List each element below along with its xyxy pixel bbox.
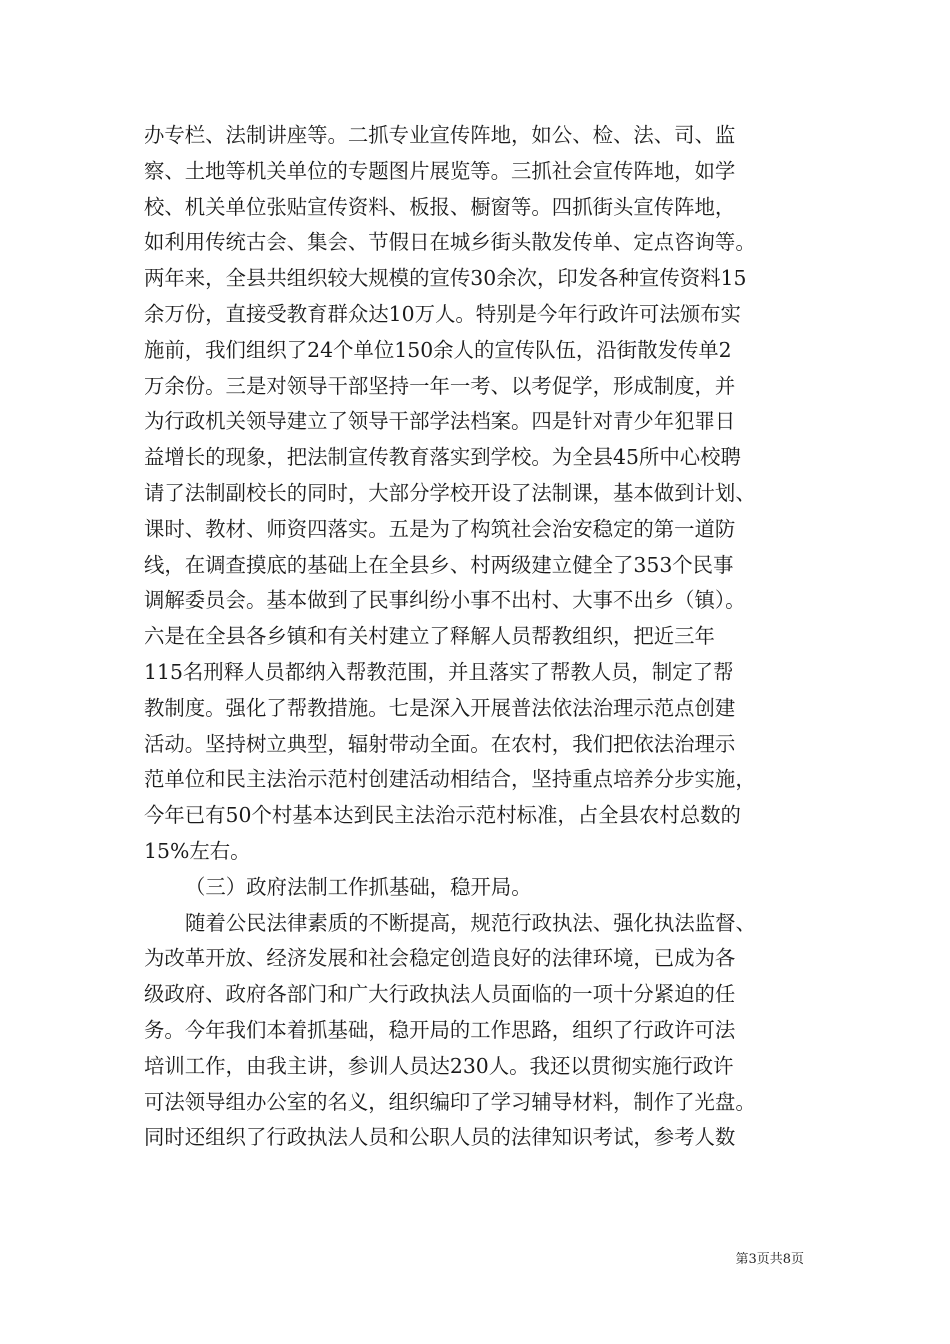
text-line: 教制度。强化了帮教措施。七是深入开展普法依法治理示范点创建 (144, 695, 736, 720)
text-line: 两年来，全县共组织较大规模的宣传30余次，印发各种宣传资料15 (144, 266, 747, 291)
text-line: 益增长的现象，把法制宣传教育落实到学校。为全县45所中心校聘 (144, 445, 741, 470)
text-line: 活动。坚持树立典型，辐射带动全面。在农村，我们把依法治理示 (144, 731, 736, 756)
text-line: 级政府、政府各部门和广大行政执法人员面临的一项十分紧迫的任 (144, 982, 736, 1007)
text-line: 察、土地等机关单位的专题图片展览等。三抓社会宣传阵地，如学 (144, 158, 736, 183)
text-line: 办专栏、法制讲座等。二抓专业宣传阵地，如公、检、法、司、监 (144, 123, 736, 147)
text-line: 万余份。三是对领导干部坚持一年一考、以考促学，形成制度，并 (144, 373, 736, 398)
text-line: 校、机关单位张贴宣传资料、板报、橱窗等。四抓街头宣传阵地， (144, 194, 736, 219)
text-line: 为行政机关领导建立了领导干部学法档案。四是针对青少年犯罪日 (144, 409, 736, 434)
text-line: 15%左右。 (144, 838, 251, 863)
text-line: 务。今年我们本着抓基础，稳开局的工作思路，组织了行政许可法 (144, 1017, 736, 1042)
text-line: 如利用传统古会、集会、节假日在城乡街头散发传单、定点咨询等。 (144, 230, 756, 255)
text-line: 为改革开放、经济发展和社会稳定创造良好的法律环境，已成为各 (144, 946, 736, 971)
paragraph-start-line: 随着公民法律素质的不断提高，规范行政执法、强化执法监督、 (185, 910, 756, 935)
text-line: 请了法制副校长的同时，大部分学校开设了法制课，基本做到计划、 (144, 480, 756, 505)
text-line: 余万份，直接受教育群众达10万人。特别是今年行政许可法颁布实 (144, 301, 741, 326)
page-number-footer: 第3页共8页 (735, 1252, 804, 1267)
text-line: 课时、教材、师资四落实。五是为了构筑社会治安稳定的第一道防 (144, 516, 736, 541)
text-line: 六是在全县各乡镇和有关村建立了释解人员帮教组织，把近三年 (144, 624, 715, 649)
section-heading: （三）政府法制工作抓基础，稳开局。 (185, 874, 532, 899)
text-line: 可法领导组办公室的名义，组织编印了学习辅导材料，制作了光盘。 (144, 1089, 756, 1114)
text-line: 范单位和民主法治示范村创建活动相结合，坚持重点培养分步实施， (144, 767, 756, 792)
text-line: 施前，我们组织了24个单位150余人的宣传队伍，沿街散发传单2 (144, 337, 732, 362)
text-line: 同时还组织了行政执法人员和公职人员的法律知识考试，参考人数 (144, 1125, 736, 1150)
text-line: 培训工作，由我主讲，参训人员达230人。我还以贯彻实施行政许 (144, 1053, 734, 1078)
body-text (144, 118, 804, 1156)
text-line: 115名刑释人员都纳入帮教范围，并且落实了帮教人员，制定了帮 (144, 659, 734, 684)
text-line: 今年已有50个村基本达到民主法治示范村标准，占全县农村总数的 (144, 803, 741, 828)
text-line: 线，在调查摸底的基础上在全县乡、村两级建立健全了353个民事 (144, 552, 734, 577)
text-line: 调解委员会。基本做到了民事纠纷小事不出村、大事不出乡（镇）。 (144, 588, 746, 613)
